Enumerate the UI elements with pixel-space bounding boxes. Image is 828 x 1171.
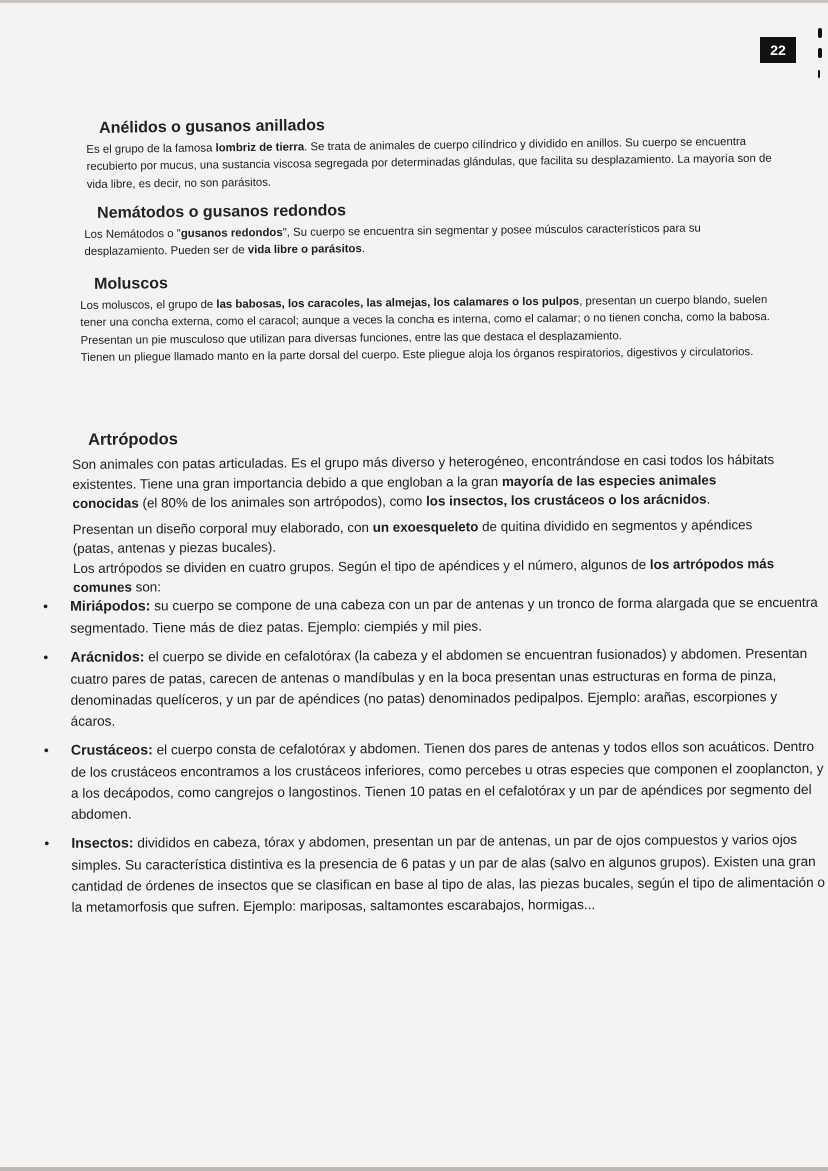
paragraph bbox=[73, 515, 785, 559]
text: Presentan un diseño corporal muy elaborado, con bbox=[72, 519, 373, 537]
text: . Se trata de animales de cuerpo cilíndrico y dividido en anillos. Su cuerpo se encuentra recubierto por mucus, una sustancia viscosa segregada por determinadas glándulas, que facilita su desplazamiento. La mayoría son de vida libre, es decir, no son parásitos. bbox=[86, 135, 772, 191]
paragraph bbox=[73, 554, 785, 598]
artropodos-groups-list bbox=[34, 592, 826, 926]
bullet-icon: • bbox=[43, 597, 49, 614]
paragraph bbox=[86, 134, 777, 194]
page-number-badge: 22 bbox=[760, 37, 796, 63]
text: (el 80% de los animales son artrópodos), como bbox=[138, 493, 427, 511]
text: , presentan un cuerpo blando, suelen tener una concha externa, como el caracol; aunque a veces la concha es interna, como el calamar; o no tienen concha, como la babosa. bbox=[80, 294, 771, 330]
bullet-icon: • bbox=[43, 741, 49, 758]
text: ", Su cuerpo se encuentra sin segmentar y posee músculos característicos para su desplazamiento. Pueden ser de bbox=[84, 222, 701, 259]
page-bottom-edge bbox=[0, 1167, 828, 1171]
bullet-icon: • bbox=[43, 648, 49, 665]
list-item-text: el cuerpo consta de cefalotórax y abdomen. Tienen dos pares de antenas y todos ellos son acuáticos. Dentro de los crustáceos encontramos a los crustáceos inferiores, como percebes u otras especies que componen el zooplancton, y a los decápodos, como cangrejos o langostinos. Tienen 10 patas en el cefalotórax y un par de apéndices por segmento del abdomen. bbox=[70, 738, 824, 822]
list-item-miriapodos bbox=[34, 592, 824, 639]
bold-text: mayoría de las especies animales conocidas bbox=[72, 472, 717, 511]
text: de quitina dividido en segmentos y apéndices (patas, antenas y piezas bucales). bbox=[72, 516, 753, 556]
list-item-aracnidos bbox=[34, 643, 824, 732]
list-item-text: el cuerpo se divide en cefalotórax (la cabeza y el abdomen se encuentran fusionados) y abdomen. Presentan cuatro pares de patas, carecen de antenas o mandíbulas y en la boca presentan unas estructuras en forma de pinza, denominadas quelíceros, y un par de apéndices (no patas) denominados pedipalpos. Ejemplo: arañas, escorpiones y ácaros. bbox=[70, 645, 808, 729]
text: Es el grupo de la famosa bbox=[86, 142, 216, 156]
text: . bbox=[361, 243, 366, 256]
section-title-moluscos: Moluscos bbox=[93, 275, 168, 293]
bullet-icon: • bbox=[44, 834, 50, 851]
paragraph bbox=[80, 292, 780, 333]
list-item-term: Crustáceos: bbox=[70, 742, 153, 759]
paragraph: Presentan un pie musculoso que utilizan para diversas funciones, entre las que destaca el desplazamiento. bbox=[80, 329, 622, 347]
paragraph bbox=[84, 220, 776, 262]
bold-text: gusanos redondos bbox=[180, 226, 283, 240]
text: Los moluscos, el grupo de bbox=[80, 298, 217, 312]
list-item-insectos bbox=[35, 829, 825, 918]
text: Son animales con patas articuladas. Es el grupo más diverso y heterogéneo, encontrándose en casi todos los hábitats existentes. Tiene una gran importancia debido a que engloban a la gran bbox=[72, 452, 775, 492]
margin-mark bbox=[818, 28, 822, 38]
text: . bbox=[706, 491, 711, 507]
section-title-anelidos: Anélidos o gusanos anillados bbox=[98, 117, 326, 137]
paragraph: Tienen un pliegue llamado manto en la parte dorsal del cuerpo. Este pliegue aloja los órganos respiratorios, digestivos y circulatorios. bbox=[80, 346, 754, 364]
text: Los Nemátodos o " bbox=[84, 227, 181, 241]
margin-mark bbox=[818, 70, 820, 78]
paragraph bbox=[72, 450, 784, 513]
section-moluscos bbox=[80, 270, 781, 367]
section-title-artropodos: Artrópodos bbox=[87, 430, 178, 449]
text: son: bbox=[131, 579, 161, 595]
list-item-text: divididos en cabeza, tórax y abdomen, presentan un par de antenas, un par de ojos compuestos y varios ojos simples. Su característica distintiva es la presencia de 6 patas y un par de alas (salvo en algunos grupos). Existen una gran cantidad de órdenes de insectos que se clasifican en base al tipo de alas, las piezas bucales, según el tipo de alimentación o la metamorfosis que sufren. Ejemplo: mariposas, saltamontes escarabajos, hormigas... bbox=[71, 832, 825, 915]
bold-text: un exoesqueleto bbox=[372, 518, 479, 535]
list-item-text: su cuerpo se compone de una cabeza con un par de antenas y un tronco de forma alargada que se encuentra segmentado. Tiene más de diez patas. Ejemplo: ciempiés y mil pies. bbox=[70, 594, 818, 636]
section-nematodos bbox=[84, 198, 777, 262]
text: Los artrópodos se dividen en cuatro grupos. Según el tipo de apéndices y el número, algunos de bbox=[72, 556, 650, 576]
margin-mark bbox=[818, 48, 822, 58]
section-artropodos bbox=[72, 426, 785, 597]
section-anelidos bbox=[86, 112, 777, 194]
page-top-edge bbox=[0, 0, 828, 3]
bold-text: lombriz de tierra bbox=[215, 141, 305, 155]
list-item-term: Insectos: bbox=[71, 835, 134, 852]
list-item-term: Miriápodos: bbox=[70, 598, 151, 615]
bold-text: los insectos, los crustáceos o los arácnidos bbox=[425, 491, 707, 509]
list-item-term: Arácnidos: bbox=[70, 649, 145, 666]
section-title-nematodos: Nemátodos o gusanos redondos bbox=[96, 202, 347, 222]
list-item-crustaceos bbox=[35, 736, 825, 825]
bold-text: los artrópodos más comunes bbox=[73, 555, 775, 595]
bold-text: vida libre o parásitos bbox=[247, 243, 362, 257]
bold-text: las babosas, los caracoles, las almejas, los calamares o los pulpos bbox=[216, 295, 580, 311]
